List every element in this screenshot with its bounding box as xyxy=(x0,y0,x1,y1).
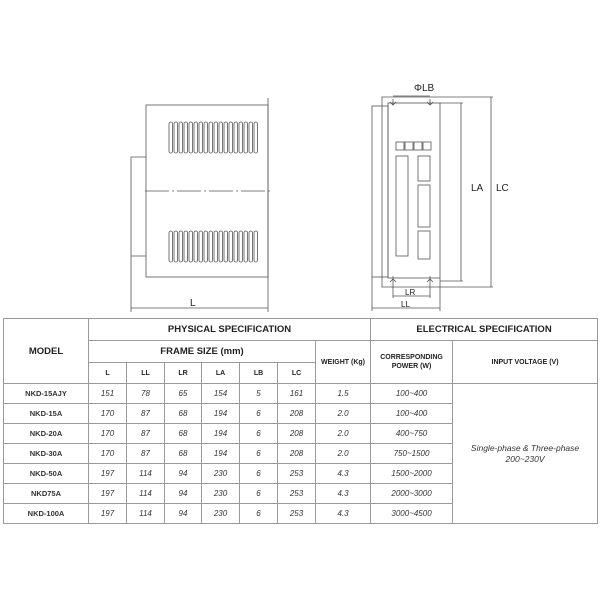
weight-cell: 1.5 xyxy=(316,384,371,404)
vent-slot xyxy=(174,122,178,153)
dim-label-l: L xyxy=(190,298,196,309)
dimension-cell: 68 xyxy=(165,444,202,464)
vent-slot xyxy=(179,122,183,153)
vent-slot xyxy=(204,231,208,262)
dim-label-lr: LR xyxy=(405,288,416,297)
dimension-cell: 6 xyxy=(240,484,278,504)
model-cell: NKD-15AJY xyxy=(4,384,89,404)
vent-slot xyxy=(249,231,253,262)
dimension-cell: 197 xyxy=(89,504,127,524)
dim-column-header: LR xyxy=(165,363,202,384)
vent-slot xyxy=(254,231,258,262)
dimension-cell: 5 xyxy=(240,384,278,404)
dimension-cell: 94 xyxy=(165,504,202,524)
power-cell: 750~1500 xyxy=(371,444,453,464)
power-header: CORRESPONDING POWER (W) xyxy=(371,341,453,384)
vent-slot xyxy=(229,122,233,153)
vent-slot xyxy=(244,122,248,153)
dimension-cell: 208 xyxy=(278,444,316,464)
side-view xyxy=(131,98,270,312)
dimension-cell: 87 xyxy=(127,424,165,444)
dimension-cell: 194 xyxy=(202,404,240,424)
dimension-cell: 87 xyxy=(127,444,165,464)
frame-size-header: FRAME SIZE (mm) xyxy=(89,341,316,363)
vent-slots-top xyxy=(169,122,258,153)
dim-column-header: L xyxy=(89,363,127,384)
vent-slot xyxy=(229,231,233,262)
power-cell: 1500~2000 xyxy=(371,464,453,484)
dimension-cell: 151 xyxy=(89,384,127,404)
vent-slot xyxy=(189,122,193,153)
vent-slot xyxy=(194,122,198,153)
model-cell: NKD-50A xyxy=(4,464,89,484)
vent-slot xyxy=(214,231,218,262)
dimension-cell: 194 xyxy=(202,424,240,444)
dim-label-lc: LC xyxy=(496,183,509,194)
dimension-cell: 6 xyxy=(240,424,278,444)
dimension-cell: 170 xyxy=(89,444,127,464)
dimension-cell: 253 xyxy=(278,504,316,524)
vent-slot xyxy=(239,122,243,153)
vent-slot xyxy=(224,122,228,153)
vent-slot xyxy=(184,122,188,153)
vent-slot xyxy=(209,122,213,153)
voltage-cell: Single-phase & Three-phase 200~230V xyxy=(453,384,598,524)
dimension-cell: 253 xyxy=(278,464,316,484)
vent-slot xyxy=(169,122,173,153)
physical-spec-header: PHYSICAL SPECIFICATION xyxy=(89,319,371,341)
dimension-cell: 194 xyxy=(202,444,240,464)
dimension-cell: 94 xyxy=(165,484,202,504)
dimension-cell: 170 xyxy=(89,404,127,424)
weight-cell: 4.3 xyxy=(316,484,371,504)
dim-label-la: LA xyxy=(471,183,484,194)
weight-cell: 4.3 xyxy=(316,504,371,524)
weight-cell: 2.0 xyxy=(316,444,371,464)
dimension-cell: 170 xyxy=(89,424,127,444)
dimension-cell: 94 xyxy=(165,464,202,484)
power-cell: 100~400 xyxy=(371,404,453,424)
vent-slot xyxy=(199,231,203,262)
dimension-cell: 208 xyxy=(278,404,316,424)
dimension-cell: 197 xyxy=(89,484,127,504)
vent-slot xyxy=(204,122,208,153)
vent-slot xyxy=(209,231,213,262)
vent-slot xyxy=(214,122,218,153)
vent-slot xyxy=(249,122,253,153)
power-cell: 400~750 xyxy=(371,424,453,444)
front-view xyxy=(372,96,493,311)
dimension-cell: 230 xyxy=(202,504,240,524)
dim-column-header: LB xyxy=(240,363,278,384)
dim-label-ll: LL xyxy=(401,300,410,309)
dimension-cell: 68 xyxy=(165,404,202,424)
dimension-cell: 6 xyxy=(240,504,278,524)
weight-cell: 4.3 xyxy=(316,464,371,484)
vent-slot xyxy=(189,231,193,262)
weight-cell: 2.0 xyxy=(316,404,371,424)
dimension-cell: 230 xyxy=(202,484,240,504)
vent-slot xyxy=(234,122,238,153)
table-row xyxy=(4,384,598,404)
dim-label-lb: ΦLB xyxy=(414,83,435,94)
vent-slot xyxy=(224,231,228,262)
dimension-cell: 68 xyxy=(165,424,202,444)
model-cell: NKD-15A xyxy=(4,404,89,424)
power-cell: 3000~4500 xyxy=(371,504,453,524)
voltage-header: INPUT VOLTAGE (V) xyxy=(453,341,598,384)
model-header: MODEL xyxy=(4,319,89,384)
dim-column-header: LL xyxy=(127,363,165,384)
dimension-cell: 87 xyxy=(127,404,165,424)
dimension-cell: 114 xyxy=(127,504,165,524)
vent-slot xyxy=(234,231,238,262)
dimension-cell: 208 xyxy=(278,424,316,444)
dimension-cell: 78 xyxy=(127,384,165,404)
dimension-cell: 6 xyxy=(240,444,278,464)
vent-slots-bottom xyxy=(169,231,258,262)
vent-slot xyxy=(254,122,258,153)
dim-column-header: LC xyxy=(278,363,316,384)
vent-slot xyxy=(169,231,173,262)
dimension-cell: 114 xyxy=(127,464,165,484)
vent-slot xyxy=(244,231,248,262)
dimension-cell: 253 xyxy=(278,484,316,504)
dimension-cell: 197 xyxy=(89,464,127,484)
dimension-cell: 6 xyxy=(240,404,278,424)
electrical-spec-header: ELECTRICAL SPECIFICATION xyxy=(371,319,598,341)
vent-slot xyxy=(179,231,183,262)
dimension-cell: 230 xyxy=(202,464,240,484)
dimension-cell: 154 xyxy=(202,384,240,404)
vent-slot xyxy=(194,231,198,262)
dim-column-header: LA xyxy=(202,363,240,384)
spec-table xyxy=(3,318,598,524)
model-cell: NKD-30A xyxy=(4,444,89,464)
weight-header: WEIGHT (Kg) xyxy=(316,341,371,384)
power-cell: 2000~3000 xyxy=(371,484,453,504)
vent-slot xyxy=(239,231,243,262)
vent-slot xyxy=(219,122,223,153)
model-cell: NKD-100A xyxy=(4,504,89,524)
power-cell: 100~400 xyxy=(371,384,453,404)
weight-cell: 2.0 xyxy=(316,424,371,444)
dimension-cell: 114 xyxy=(127,484,165,504)
vent-slot xyxy=(184,231,188,262)
vent-slot xyxy=(174,231,178,262)
model-cell: NKD-20A xyxy=(4,424,89,444)
vent-slot xyxy=(219,231,223,262)
vent-slot xyxy=(199,122,203,153)
dimension-cell: 65 xyxy=(165,384,202,404)
dimension-cell: 6 xyxy=(240,464,278,484)
dimension-cell: 161 xyxy=(278,384,316,404)
model-cell: NKD75A xyxy=(4,484,89,504)
